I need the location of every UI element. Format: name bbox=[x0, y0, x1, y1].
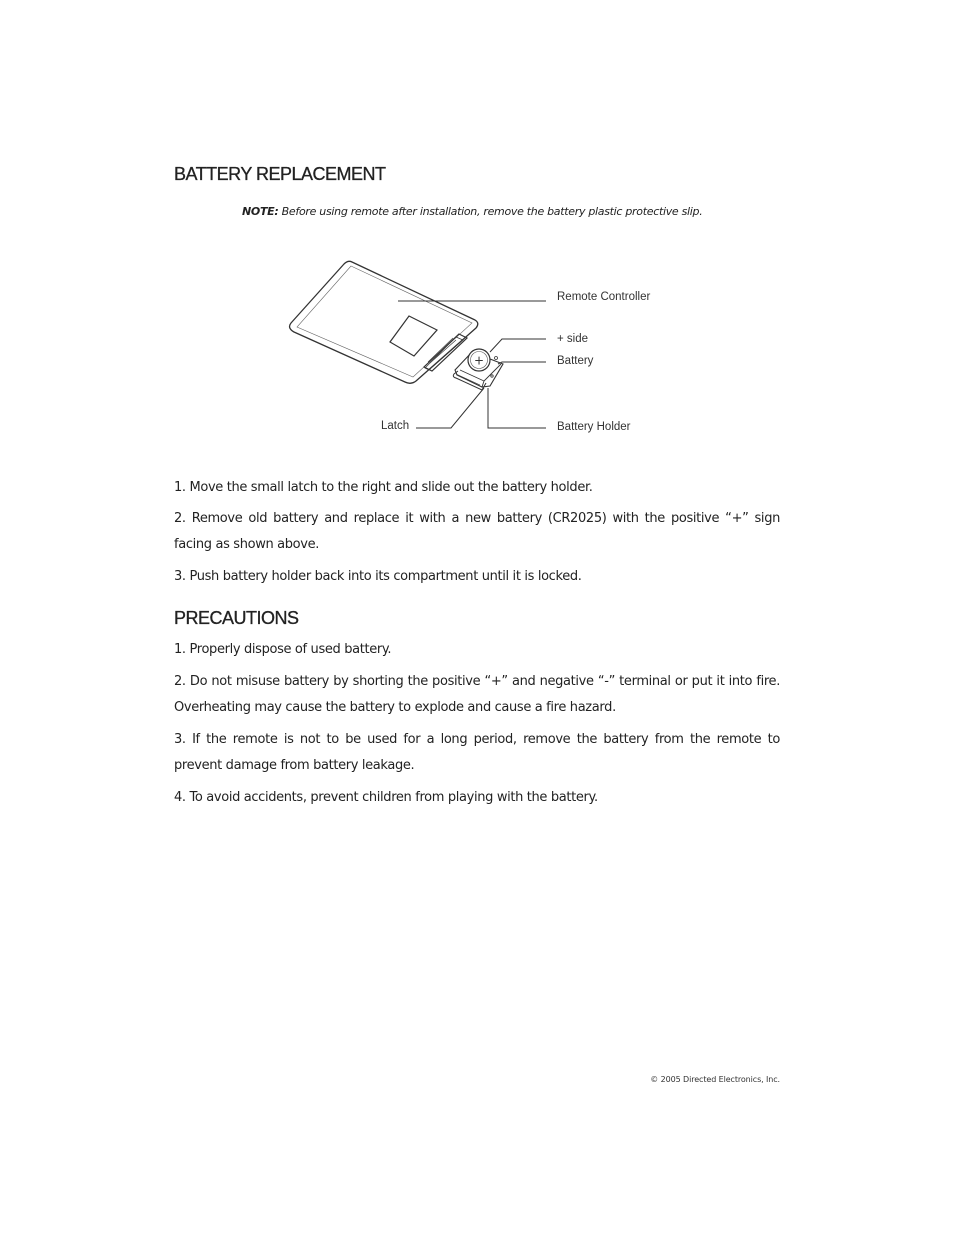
precaution-3: 3. If the remote is not to be used for a long period, remove the battery from the remote to prevent damage from battery leakage. bbox=[174, 732, 780, 773]
remote-controller-outline bbox=[290, 261, 478, 383]
leader-battery-holder bbox=[488, 388, 546, 428]
remote-display-window bbox=[390, 316, 437, 356]
precautions-heading: PRECAUTIONS bbox=[174, 608, 299, 628]
replacement-step-1: 1. Move the small latch to the right and slide out the battery holder. bbox=[174, 480, 593, 495]
replacement-step-3: 3. Push battery holder back into its compartment until it is locked. bbox=[174, 569, 582, 584]
copyright-footer: © 2005 Directed Electronics, Inc. bbox=[650, 1075, 780, 1084]
battery-replacement-diagram bbox=[270, 250, 690, 450]
battery-compartment-slot bbox=[424, 334, 467, 371]
note-label: NOTE: bbox=[242, 205, 279, 218]
battery-replacement-heading: BATTERY REPLACEMENT bbox=[174, 164, 386, 184]
remote-controller-rim bbox=[297, 266, 472, 377]
replacement-step-2: 2. Remove old battery and replace it with a new battery (CR2025) with the positive “+” sign facing as shown above. bbox=[174, 511, 780, 552]
remote-battery-illustration bbox=[270, 250, 690, 450]
precaution-1: 1. Properly dispose of used battery. bbox=[174, 642, 392, 657]
installation-note bbox=[242, 205, 802, 218]
label-latch: Latch bbox=[381, 420, 410, 432]
leader-plus-side bbox=[490, 339, 546, 352]
precaution-2: 2. Do not misuse battery by shorting the positive “+” and negative “-” terminal or put it into fire. Overheating may cause the battery to explode and cause a fire hazard. bbox=[174, 674, 780, 715]
label-battery-holder: Battery Holder bbox=[557, 421, 631, 433]
svg-text:+: + bbox=[473, 353, 485, 368]
leader-battery bbox=[498, 362, 546, 364]
label-remote-controller: Remote Controller bbox=[557, 291, 651, 303]
label-plus-side: + side bbox=[557, 333, 589, 345]
leader-latch bbox=[416, 388, 484, 428]
label-battery: Battery bbox=[557, 355, 594, 367]
note-text: Before using remote after installation, remove the battery plastic protective slip. bbox=[278, 205, 703, 218]
precaution-4: 4. To avoid accidents, prevent children from playing with the battery. bbox=[174, 790, 598, 805]
